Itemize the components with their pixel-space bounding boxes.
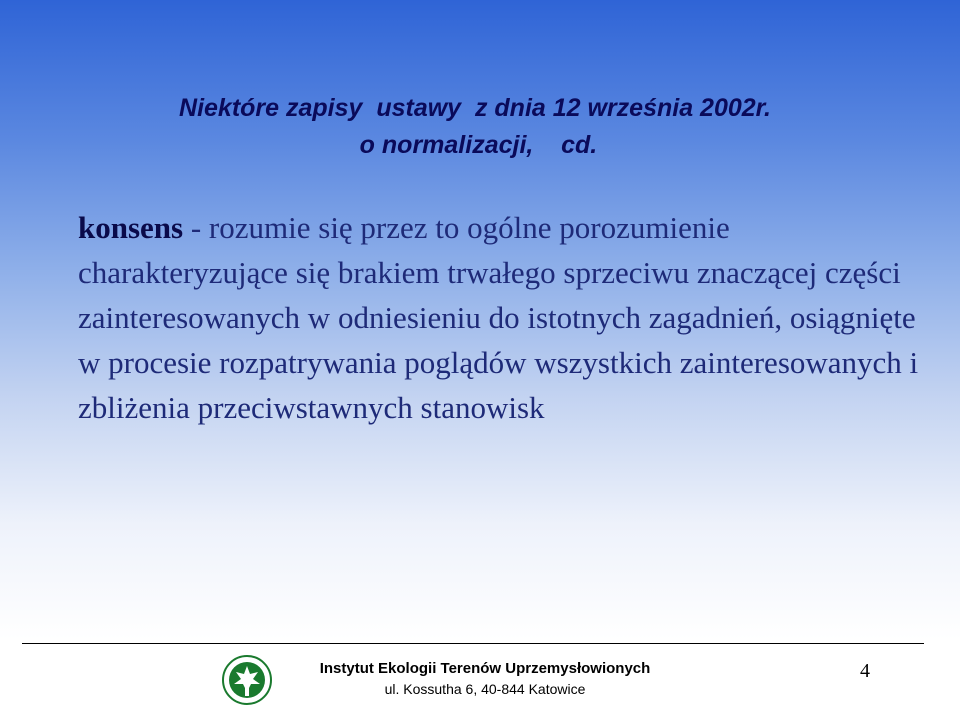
definition-text: - rozumie się przez to ogólne porozumienie charakteryzujące się brakiem trwałego sprzeciwu znaczącej części zainteresowanych w odniesieniu do istotnych zagadnień, osiągnięte w procesie rozpatrywania poglądów wszystkich zainteresowanych i zbliżenia przeciwstawnych stanowisk [78, 210, 919, 425]
page-number: 4 [860, 660, 870, 682]
institution-address: ul. Kossutha 6, 40-844 Katowice [384, 681, 586, 697]
defined-term: konsens [78, 210, 184, 245]
institution-name: Instytut Ekologii Terenów Uprzemysłowionych [319, 660, 651, 677]
institute-logo-icon [222, 655, 272, 705]
definition-paragraph [78, 205, 928, 430]
footer-divider [22, 643, 924, 644]
slide-title: Niektóre zapisy ustawy z dnia 12 września 2002r. o normalizacji, cd. [179, 94, 771, 159]
